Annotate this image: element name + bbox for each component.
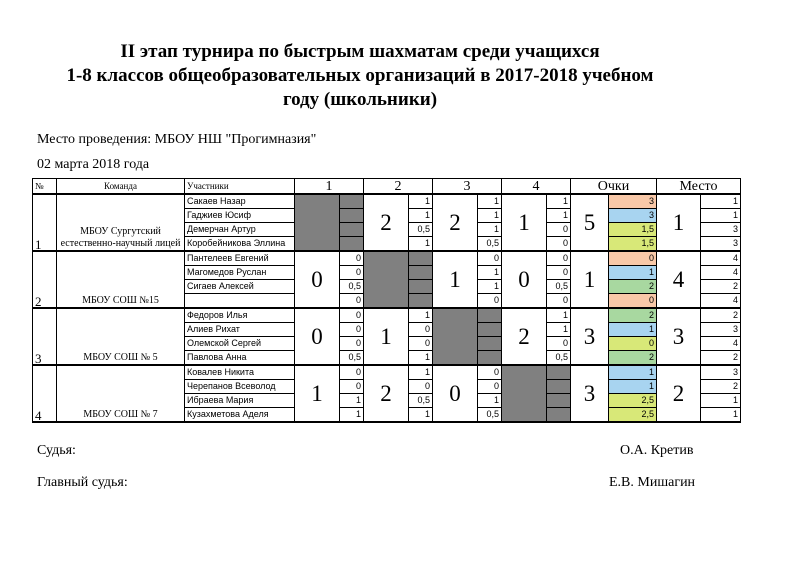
game-result: 0,5 <box>409 394 433 408</box>
player-place: 1 <box>701 209 741 223</box>
header-num: № <box>33 179 57 195</box>
player-place: 2 <box>701 380 741 394</box>
team-name: МБОУ Сургутский естественно-научный лицей <box>57 194 185 251</box>
header-points: Очки <box>571 179 657 195</box>
game-result: 0,5 <box>547 351 571 366</box>
player-row <box>33 308 741 323</box>
title-line-1: II этап турнира по быстрым шахматам среди учащихся <box>120 41 600 62</box>
game-result: 0 <box>409 337 433 351</box>
player-points: 2,5 <box>609 408 657 423</box>
player-name: Демерчан Артур <box>185 223 295 237</box>
team-name: МБОУ СОШ № 7 <box>57 365 185 422</box>
game-result: 0 <box>409 323 433 337</box>
team-points: 1 <box>571 251 609 308</box>
player-row <box>33 365 741 380</box>
team-number: 4 <box>33 365 57 422</box>
game-result: 0 <box>340 266 364 280</box>
self-game-cell <box>547 380 571 394</box>
team-points: 3 <box>571 365 609 422</box>
team-match-score: 2 <box>364 365 409 422</box>
player-row <box>33 194 741 209</box>
team-match-score: 1 <box>295 365 340 422</box>
player-points: 2 <box>609 351 657 366</box>
judge-label: Судья: <box>37 443 76 458</box>
team-points: 3 <box>571 308 609 365</box>
game-result: 0,5 <box>478 408 502 423</box>
player-place: 1 <box>701 408 741 423</box>
player-points: 2 <box>609 280 657 294</box>
game-result: 1 <box>547 209 571 223</box>
self-match-cell <box>502 365 547 422</box>
player-name: Пантелеев Евгений <box>185 251 295 266</box>
player-name: Сакаев Назар <box>185 194 295 209</box>
results-table <box>32 178 741 423</box>
game-result: 0 <box>340 323 364 337</box>
player-place: 4 <box>701 294 741 309</box>
player-place: 3 <box>701 223 741 237</box>
player-name: Магомедов Руслан <box>185 266 295 280</box>
game-result: 0 <box>340 365 364 380</box>
game-result: 1 <box>340 394 364 408</box>
game-result: 0,5 <box>340 280 364 294</box>
team-match-score: 2 <box>433 194 478 251</box>
game-result: 1 <box>409 209 433 223</box>
game-result: 1 <box>478 194 502 209</box>
team-number: 1 <box>33 194 57 251</box>
team-place: 1 <box>657 194 701 251</box>
self-match-cell <box>433 308 478 365</box>
header-players: Участники <box>185 179 295 195</box>
player-name: Павлова Анна <box>185 351 295 366</box>
team-match-score: 0 <box>295 308 340 365</box>
team-match-score: 2 <box>364 194 409 251</box>
game-result: 0 <box>340 294 364 309</box>
game-result: 0 <box>478 380 502 394</box>
team-name: МБОУ СОШ №15 <box>57 251 185 308</box>
player-points: 2,5 <box>609 394 657 408</box>
game-result: 1 <box>478 266 502 280</box>
game-result: 0,5 <box>547 280 571 294</box>
game-result: 0 <box>478 251 502 266</box>
game-result: 1 <box>340 408 364 423</box>
team-place: 2 <box>657 365 701 422</box>
player-name: Олемской Сергей <box>185 337 295 351</box>
game-result: 0 <box>547 237 571 252</box>
game-result: 0,5 <box>409 223 433 237</box>
self-game-cell <box>547 408 571 423</box>
player-name: Ковалев Никита <box>185 365 295 380</box>
game-result: 0 <box>340 308 364 323</box>
game-result: 1 <box>409 365 433 380</box>
game-result: 0 <box>478 294 502 309</box>
team-match-score: 0 <box>433 365 478 422</box>
self-game-cell <box>478 351 502 366</box>
game-result: 1 <box>547 323 571 337</box>
document-title <box>0 40 720 112</box>
self-match-cell <box>295 194 340 251</box>
team-place: 3 <box>657 308 701 365</box>
self-game-cell <box>478 323 502 337</box>
player-points: 2 <box>609 308 657 323</box>
player-place: 2 <box>701 308 741 323</box>
header-place: Место <box>657 179 741 195</box>
player-place: 3 <box>701 323 741 337</box>
player-name: Черепанов Всеволод <box>185 380 295 394</box>
self-game-cell <box>409 251 433 266</box>
player-place: 4 <box>701 251 741 266</box>
player-points: 1 <box>609 380 657 394</box>
header-row <box>33 179 741 195</box>
player-points: 3 <box>609 209 657 223</box>
self-game-cell <box>409 266 433 280</box>
player-points: 1,5 <box>609 237 657 252</box>
game-result: 1 <box>478 209 502 223</box>
player-row <box>33 251 741 266</box>
self-game-cell <box>547 365 571 380</box>
game-result: 0 <box>340 337 364 351</box>
player-points: 1 <box>609 266 657 280</box>
player-place: 4 <box>701 337 741 351</box>
self-game-cell <box>547 394 571 408</box>
header-round-3: 3 <box>433 179 502 195</box>
player-name <box>185 294 295 309</box>
player-points: 0 <box>609 337 657 351</box>
team-match-score: 0 <box>295 251 340 308</box>
player-place: 3 <box>701 237 741 252</box>
game-result: 0 <box>547 251 571 266</box>
game-result: 1 <box>478 280 502 294</box>
game-result: 1 <box>547 308 571 323</box>
team-points: 5 <box>571 194 609 251</box>
game-result: 0 <box>547 294 571 309</box>
game-result: 1 <box>409 308 433 323</box>
game-result: 0 <box>478 365 502 380</box>
team-place: 4 <box>657 251 701 308</box>
player-points: 1 <box>609 365 657 380</box>
self-game-cell <box>340 194 364 209</box>
player-place: 3 <box>701 365 741 380</box>
header-round-2: 2 <box>364 179 433 195</box>
self-game-cell <box>478 337 502 351</box>
game-result: 0,5 <box>478 237 502 252</box>
title-line-3: году (школьники) <box>282 89 438 110</box>
team-number: 2 <box>33 251 57 308</box>
player-name: Коробейникова Эллина <box>185 237 295 252</box>
self-match-cell <box>364 251 409 308</box>
game-result: 0 <box>547 266 571 280</box>
player-place: 2 <box>701 351 741 366</box>
player-points: 3 <box>609 194 657 209</box>
player-name: Федоров Илья <box>185 308 295 323</box>
player-name: Ибраева Мария <box>185 394 295 408</box>
player-points: 1,5 <box>609 223 657 237</box>
player-name: Алиев Рихат <box>185 323 295 337</box>
self-game-cell <box>340 237 364 252</box>
header-round-4: 4 <box>502 179 571 195</box>
player-place: 2 <box>701 280 741 294</box>
self-game-cell <box>409 280 433 294</box>
venue: Место проведения: МБОУ НШ "Прогимназия" <box>37 132 317 147</box>
game-result: 1 <box>478 223 502 237</box>
self-game-cell <box>340 209 364 223</box>
player-points: 0 <box>609 294 657 309</box>
team-match-score: 0 <box>502 251 547 308</box>
player-place: 4 <box>701 266 741 280</box>
team-name: МБОУ СОШ № 5 <box>57 308 185 365</box>
game-result: 0 <box>547 337 571 351</box>
player-place: 1 <box>701 394 741 408</box>
team-match-score: 1 <box>433 251 478 308</box>
date: 02 марта 2018 года <box>37 157 150 172</box>
player-points: 0 <box>609 251 657 266</box>
game-result: 0 <box>340 251 364 266</box>
game-result: 1 <box>478 394 502 408</box>
player-place: 1 <box>701 194 741 209</box>
self-game-cell <box>478 308 502 323</box>
header-team: Команда <box>57 179 185 195</box>
player-name: Гаджиев Юсиф <box>185 209 295 223</box>
game-result: 1 <box>409 237 433 252</box>
chief-judge-name: Е.В. Мишагин <box>609 475 696 490</box>
chief-judge-label: Главный судья: <box>37 475 128 490</box>
team-number: 3 <box>33 308 57 365</box>
player-name: Сигаев Алексей <box>185 280 295 294</box>
self-game-cell <box>409 294 433 309</box>
game-result: 0 <box>340 380 364 394</box>
title-line-2: 1-8 классов общеобразовательных организаций в 2017-2018 учебном <box>66 65 654 86</box>
game-result: 1 <box>409 194 433 209</box>
player-name: Кузахметова Аделя <box>185 408 295 423</box>
game-result: 1 <box>547 194 571 209</box>
game-result: 1 <box>409 408 433 423</box>
team-match-score: 1 <box>364 308 409 365</box>
game-result: 0,5 <box>340 351 364 366</box>
game-result: 1 <box>409 351 433 366</box>
game-result: 0 <box>409 380 433 394</box>
team-match-score: 2 <box>502 308 547 365</box>
team-match-score: 1 <box>502 194 547 251</box>
self-game-cell <box>340 223 364 237</box>
player-points: 1 <box>609 323 657 337</box>
judge-name: О.А. Кретив <box>620 443 694 458</box>
game-result: 0 <box>547 223 571 237</box>
header-round-1: 1 <box>295 179 364 195</box>
